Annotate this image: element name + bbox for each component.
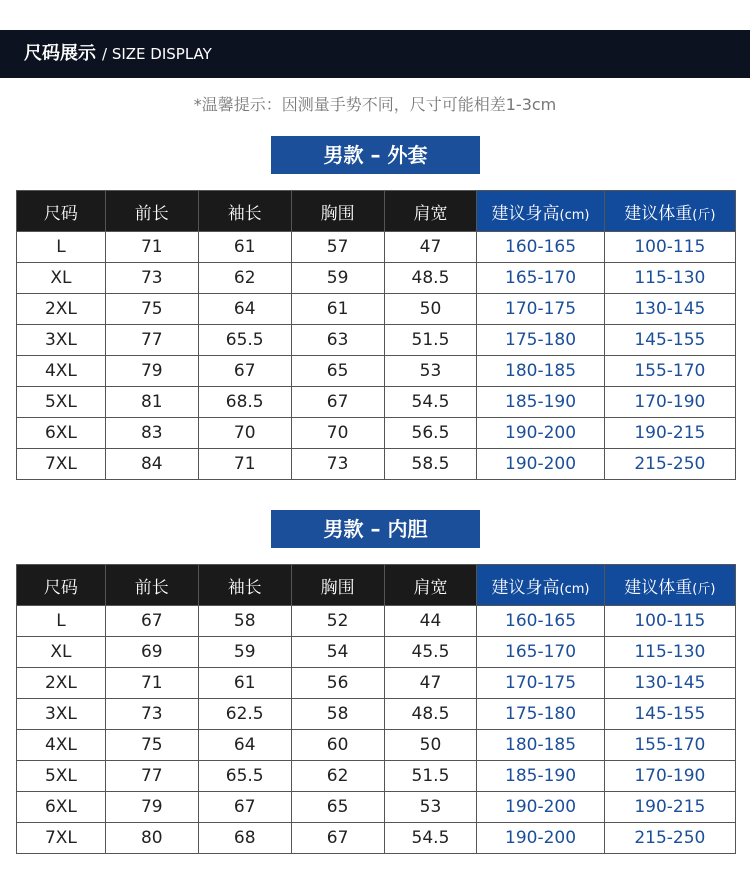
header-chest-label: 胸围	[320, 577, 355, 598]
cell-front-length: 75	[105, 730, 198, 761]
header-suggested-weight	[604, 191, 735, 232]
cell-size: 4XL	[17, 356, 106, 387]
cell-weight: 155-170	[604, 356, 735, 387]
cell-front-length: 71	[105, 232, 198, 263]
size-table-liner	[16, 564, 736, 854]
header-suggested-weight	[604, 565, 735, 606]
cell-weight: 170-190	[604, 761, 735, 792]
header-shoulder	[384, 191, 477, 232]
cell-weight: 170-190	[604, 387, 735, 418]
cell-size: 6XL	[17, 418, 106, 449]
cell-front-length: 81	[105, 387, 198, 418]
cell-size: 7XL	[17, 823, 106, 854]
cell-shoulder: 58.5	[384, 449, 477, 480]
cell-front-length: 79	[105, 356, 198, 387]
cell-chest: 62	[291, 761, 384, 792]
cell-shoulder: 53	[384, 356, 477, 387]
cell-chest: 70	[291, 418, 384, 449]
table-header-row	[17, 191, 736, 232]
header-chest	[291, 191, 384, 232]
cell-chest: 65	[291, 792, 384, 823]
cell-size: L	[17, 606, 106, 637]
cell-shoulder: 50	[384, 730, 477, 761]
cell-chest: 63	[291, 325, 384, 356]
header-front-length-label: 前长	[134, 577, 169, 598]
table-row	[17, 637, 736, 668]
cell-height: 190-200	[477, 449, 604, 480]
cell-front-length: 71	[105, 668, 198, 699]
cell-front-length: 67	[105, 606, 198, 637]
cell-chest: 52	[291, 606, 384, 637]
cell-shoulder: 54.5	[384, 823, 477, 854]
header-size	[17, 191, 106, 232]
cell-front-length: 69	[105, 637, 198, 668]
cell-height: 180-185	[477, 356, 604, 387]
header-front-length-label: 前长	[134, 203, 169, 224]
table-row	[17, 418, 736, 449]
cell-size: 4XL	[17, 730, 106, 761]
cell-height: 165-170	[477, 637, 604, 668]
header-suggested-height-unit: (cm)	[559, 207, 590, 223]
cell-sleeve-length: 64	[198, 294, 291, 325]
cell-weight: 155-170	[604, 730, 735, 761]
cell-front-length: 83	[105, 418, 198, 449]
table-row	[17, 449, 736, 480]
cell-sleeve-length: 62	[198, 263, 291, 294]
header-suggested-height	[477, 191, 604, 232]
cell-height: 185-190	[477, 387, 604, 418]
cell-sleeve-length: 65.5	[198, 325, 291, 356]
cell-front-length: 73	[105, 699, 198, 730]
cell-weight: 115-130	[604, 637, 735, 668]
header-suggested-weight-label: 建议体重	[624, 577, 693, 598]
header-suggested-height-label: 建议身高	[491, 203, 560, 224]
cell-size: 3XL	[17, 699, 106, 730]
section-title-liner: 男款 – 内胆	[271, 510, 480, 548]
cell-chest: 60	[291, 730, 384, 761]
header-title-text: 尺码展示	[24, 43, 96, 64]
cell-sleeve-length: 58	[198, 606, 291, 637]
cell-sleeve-length: 68.5	[198, 387, 291, 418]
cell-front-length: 84	[105, 449, 198, 480]
cell-size: XL	[17, 263, 106, 294]
cell-chest: 65	[291, 356, 384, 387]
table-row	[17, 730, 736, 761]
cell-weight: 100-115	[604, 232, 735, 263]
cell-height: 175-180	[477, 325, 604, 356]
header-chest-label: 胸围	[320, 203, 355, 224]
cell-size: 7XL	[17, 449, 106, 480]
cell-front-length: 80	[105, 823, 198, 854]
table-row	[17, 232, 736, 263]
cell-front-length: 75	[105, 294, 198, 325]
table-row	[17, 699, 736, 730]
cell-sleeve-length: 68	[198, 823, 291, 854]
cell-chest: 59	[291, 263, 384, 294]
header-size-label: 尺码	[43, 203, 78, 224]
table-header-row	[17, 565, 736, 606]
cell-size: 2XL	[17, 294, 106, 325]
header-chest	[291, 565, 384, 606]
table-row	[17, 325, 736, 356]
cell-chest: 56	[291, 668, 384, 699]
cell-sleeve-length: 61	[198, 232, 291, 263]
header-shoulder	[384, 565, 477, 606]
cell-front-length: 77	[105, 325, 198, 356]
header-subtitle: / SIZE DISPLAY	[102, 45, 212, 63]
cell-sleeve-length: 64	[198, 730, 291, 761]
cell-shoulder: 51.5	[384, 325, 477, 356]
cell-chest: 61	[291, 294, 384, 325]
cell-height: 165-170	[477, 263, 604, 294]
cell-chest: 58	[291, 699, 384, 730]
cell-front-length: 79	[105, 792, 198, 823]
table-row	[17, 761, 736, 792]
cell-shoulder: 51.5	[384, 761, 477, 792]
cell-sleeve-length: 62.5	[198, 699, 291, 730]
cell-sleeve-length: 59	[198, 637, 291, 668]
table-row	[17, 356, 736, 387]
header-size-label: 尺码	[43, 577, 78, 598]
header-suggested-height-unit: (cm)	[559, 581, 590, 597]
header-sleeve-length	[198, 191, 291, 232]
cell-weight: 115-130	[604, 263, 735, 294]
header-bar	[0, 30, 750, 78]
header-suggested-weight-label: 建议体重	[624, 203, 693, 224]
cell-height: 190-200	[477, 418, 604, 449]
cell-weight: 215-250	[604, 823, 735, 854]
cell-weight: 145-155	[604, 699, 735, 730]
header-suggested-height	[477, 565, 604, 606]
table-row	[17, 668, 736, 699]
table-row	[17, 387, 736, 418]
header-sleeve-length	[198, 565, 291, 606]
header-size	[17, 565, 106, 606]
cell-shoulder: 45.5	[384, 637, 477, 668]
cell-weight: 145-155	[604, 325, 735, 356]
cell-shoulder: 53	[384, 792, 477, 823]
table-row	[17, 294, 736, 325]
measurement-note: *温馨提示：因测量手势不同，尺寸可能相差1-3cm	[193, 95, 557, 114]
cell-weight: 190-215	[604, 418, 735, 449]
cell-height: 170-175	[477, 294, 604, 325]
cell-sleeve-length: 70	[198, 418, 291, 449]
cell-chest: 73	[291, 449, 384, 480]
cell-weight: 130-145	[604, 294, 735, 325]
cell-sleeve-length: 71	[198, 449, 291, 480]
cell-size: 6XL	[17, 792, 106, 823]
cell-height: 160-165	[477, 232, 604, 263]
cell-height: 190-200	[477, 792, 604, 823]
cell-weight: 100-115	[604, 606, 735, 637]
table-row	[17, 606, 736, 637]
cell-height: 180-185	[477, 730, 604, 761]
cell-shoulder: 47	[384, 668, 477, 699]
table-row	[17, 792, 736, 823]
cell-shoulder: 44	[384, 606, 477, 637]
cell-shoulder: 50	[384, 294, 477, 325]
header-suggested-height-label: 建议身高	[491, 577, 560, 598]
cell-height: 185-190	[477, 761, 604, 792]
cell-size: XL	[17, 637, 106, 668]
cell-shoulder: 54.5	[384, 387, 477, 418]
cell-height: 170-175	[477, 668, 604, 699]
cell-sleeve-length: 67	[198, 792, 291, 823]
cell-size: L	[17, 232, 106, 263]
table-row	[17, 263, 736, 294]
header-sleeve-length-label: 袖长	[227, 203, 262, 224]
cell-sleeve-length: 61	[198, 668, 291, 699]
cell-height: 190-200	[477, 823, 604, 854]
cell-height: 175-180	[477, 699, 604, 730]
header-suggested-weight-unit: (斤)	[692, 581, 716, 597]
cell-weight: 130-145	[604, 668, 735, 699]
header-sleeve-length-label: 袖长	[227, 577, 262, 598]
cell-chest: 57	[291, 232, 384, 263]
cell-weight: 190-215	[604, 792, 735, 823]
cell-chest: 67	[291, 387, 384, 418]
cell-sleeve-length: 65.5	[198, 761, 291, 792]
cell-shoulder: 56.5	[384, 418, 477, 449]
cell-sleeve-length: 67	[198, 356, 291, 387]
header-front-length	[105, 191, 198, 232]
header-title	[24, 30, 212, 78]
cell-height: 160-165	[477, 606, 604, 637]
header-front-length	[105, 565, 198, 606]
table-row	[17, 823, 736, 854]
cell-shoulder: 48.5	[384, 699, 477, 730]
cell-chest: 67	[291, 823, 384, 854]
cell-chest: 54	[291, 637, 384, 668]
header-suggested-weight-unit: (斤)	[692, 207, 716, 223]
cell-front-length: 73	[105, 263, 198, 294]
cell-weight: 215-250	[604, 449, 735, 480]
cell-shoulder: 48.5	[384, 263, 477, 294]
cell-front-length: 77	[105, 761, 198, 792]
cell-size: 5XL	[17, 761, 106, 792]
cell-shoulder: 47	[384, 232, 477, 263]
cell-size: 3XL	[17, 325, 106, 356]
header-shoulder-label: 肩宽	[413, 203, 448, 224]
header-shoulder-label: 肩宽	[413, 577, 448, 598]
section-title-coat: 男款 – 外套	[271, 136, 480, 174]
cell-size: 2XL	[17, 668, 106, 699]
size-table-coat	[16, 190, 736, 480]
cell-size: 5XL	[17, 387, 106, 418]
